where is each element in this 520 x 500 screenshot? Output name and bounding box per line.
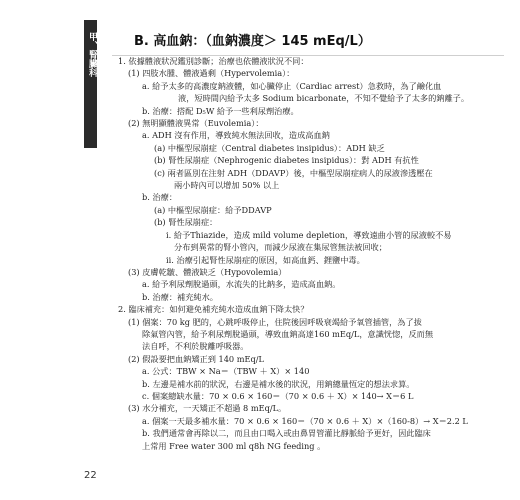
text-line: (3) 皮膚乾皺、體液缺乏（Hypovolemia） [128,266,287,277]
text-line: (a) 中樞型尿崩症：給予DDAVP [154,204,272,215]
text-line: 分布到異常的腎小管內，而減少尿液在集尿管無法被回收； [174,242,387,253]
text-line: 除氣管內管，給予利尿劑脫過頭，導致血鈉高達160 mEq/L，意識恍惚，反而無 [142,328,434,339]
text-line: (a) 中樞型尿崩症（Central diabetes insipidus）：ADH 缺乏 [154,142,385,153]
text-line: c. 個案總缺水量：70 × 0.6 × 160＝（70 × 0.6 ＋ X）× 140→ X＝6 L [142,390,414,401]
text-line: 1. 依據體液狀況鑑別診斷；治療也依體液狀況不同： [118,56,309,66]
text-line: b. 我們通常會再除以二，而且由口喝入或由鼻胃管灌比靜脈給予更好，因此臨床 [142,428,431,439]
text-line: (1) 四肢水腫、體液過剩（Hypervolemia）： [128,68,295,79]
heading-divider [112,55,504,56]
text-line: 兩小時內可以增加 50% 以上 [174,180,280,191]
text-line: a. 給予利尿劑脫過頭，水流失的比鈉多，造成高血鈉。 [142,279,341,290]
text-line: i. 給予Thiazide，造成 mild volume depletion，導致遠曲小管的尿液較不易 [166,229,452,240]
text-line: a. 個案一天最多補水量：70 × 0.6 × 160＝（70 × 0.6 ＋ X）×（160-8）→ X＝2.2 L [142,415,468,426]
text-line: (1) 個案：70 kg 肥的，心跳呼吸停止，住院後因呼吸衰竭給予氧管插管，為了拔 [128,316,422,327]
sidebar [0,0,97,500]
chapter-tab-label: 甲、腎臟科 [87,32,97,77]
text-line: (2) 假設要把血鈉矯正到 140 mEq/L [128,353,264,364]
text-line: b. 左邊是補水前的狀況，右邊是補水後的狀況，用鈉總量恆定的想法求算。 [142,378,415,389]
text-line: 法自呼，不利於脫離呼吸器。 [142,341,249,352]
text-line: 上常用 Free water 300 ml q8h NG feeding 。 [142,440,326,451]
page-number: 22 [84,470,97,481]
text-line: (b) 腎性尿崩症（Nephrogenic diabetes insipidus）：對 ADH 有抗性 [154,155,419,166]
text-line: (c) 兩者區別在注射 ADH（DDAVP）後，中樞型尿崩症病人的尿液滲透壓在 [154,167,433,178]
text-line: (3) 水分補充，一天矯正不超過 8 mEq/L。 [128,403,287,414]
text-line: 液，短時間內給予太多 Sodium bicarbonate，不知不覺給予了太多的鈉離子。 [178,93,470,104]
text-line: 2. 臨床補充：如何避免補充純水造成血鈉下降太快？ [118,304,309,315]
text-line: b. 治療：搭配 D₅W 給予一些利尿劑治療。 [142,105,299,116]
chapter-tab [84,20,97,148]
main-content [112,30,504,452]
text-line: b. 治療：補充純水。 [142,291,218,302]
text-line: (b) 腎性尿崩症： [154,217,218,228]
text-line: b. 治療： [142,192,178,203]
text-line: (2) 無明顯體液異常（Euvolemia）： [128,118,264,129]
text-line: a. 公式：TBW × Na＝（TBW ＋ X）× 140 [142,366,310,377]
text-line: ii. 治療引起腎性尿崩症的原因，如高血鈣、鋰鹽中毒。 [166,254,365,265]
text-line: a. ADH 沒有作用，導致純水無法回收，造成高血鈉 [142,130,330,141]
text-line: a. 給予太多的高濃度鈉液體，如心臟停止（Cardiac arrest）急救時，為了鹼化血 [142,80,442,91]
section-heading: B. 高血鈉：（血鈉濃度＞ 145 mEq/L） [134,34,371,49]
body-text [112,55,504,452]
